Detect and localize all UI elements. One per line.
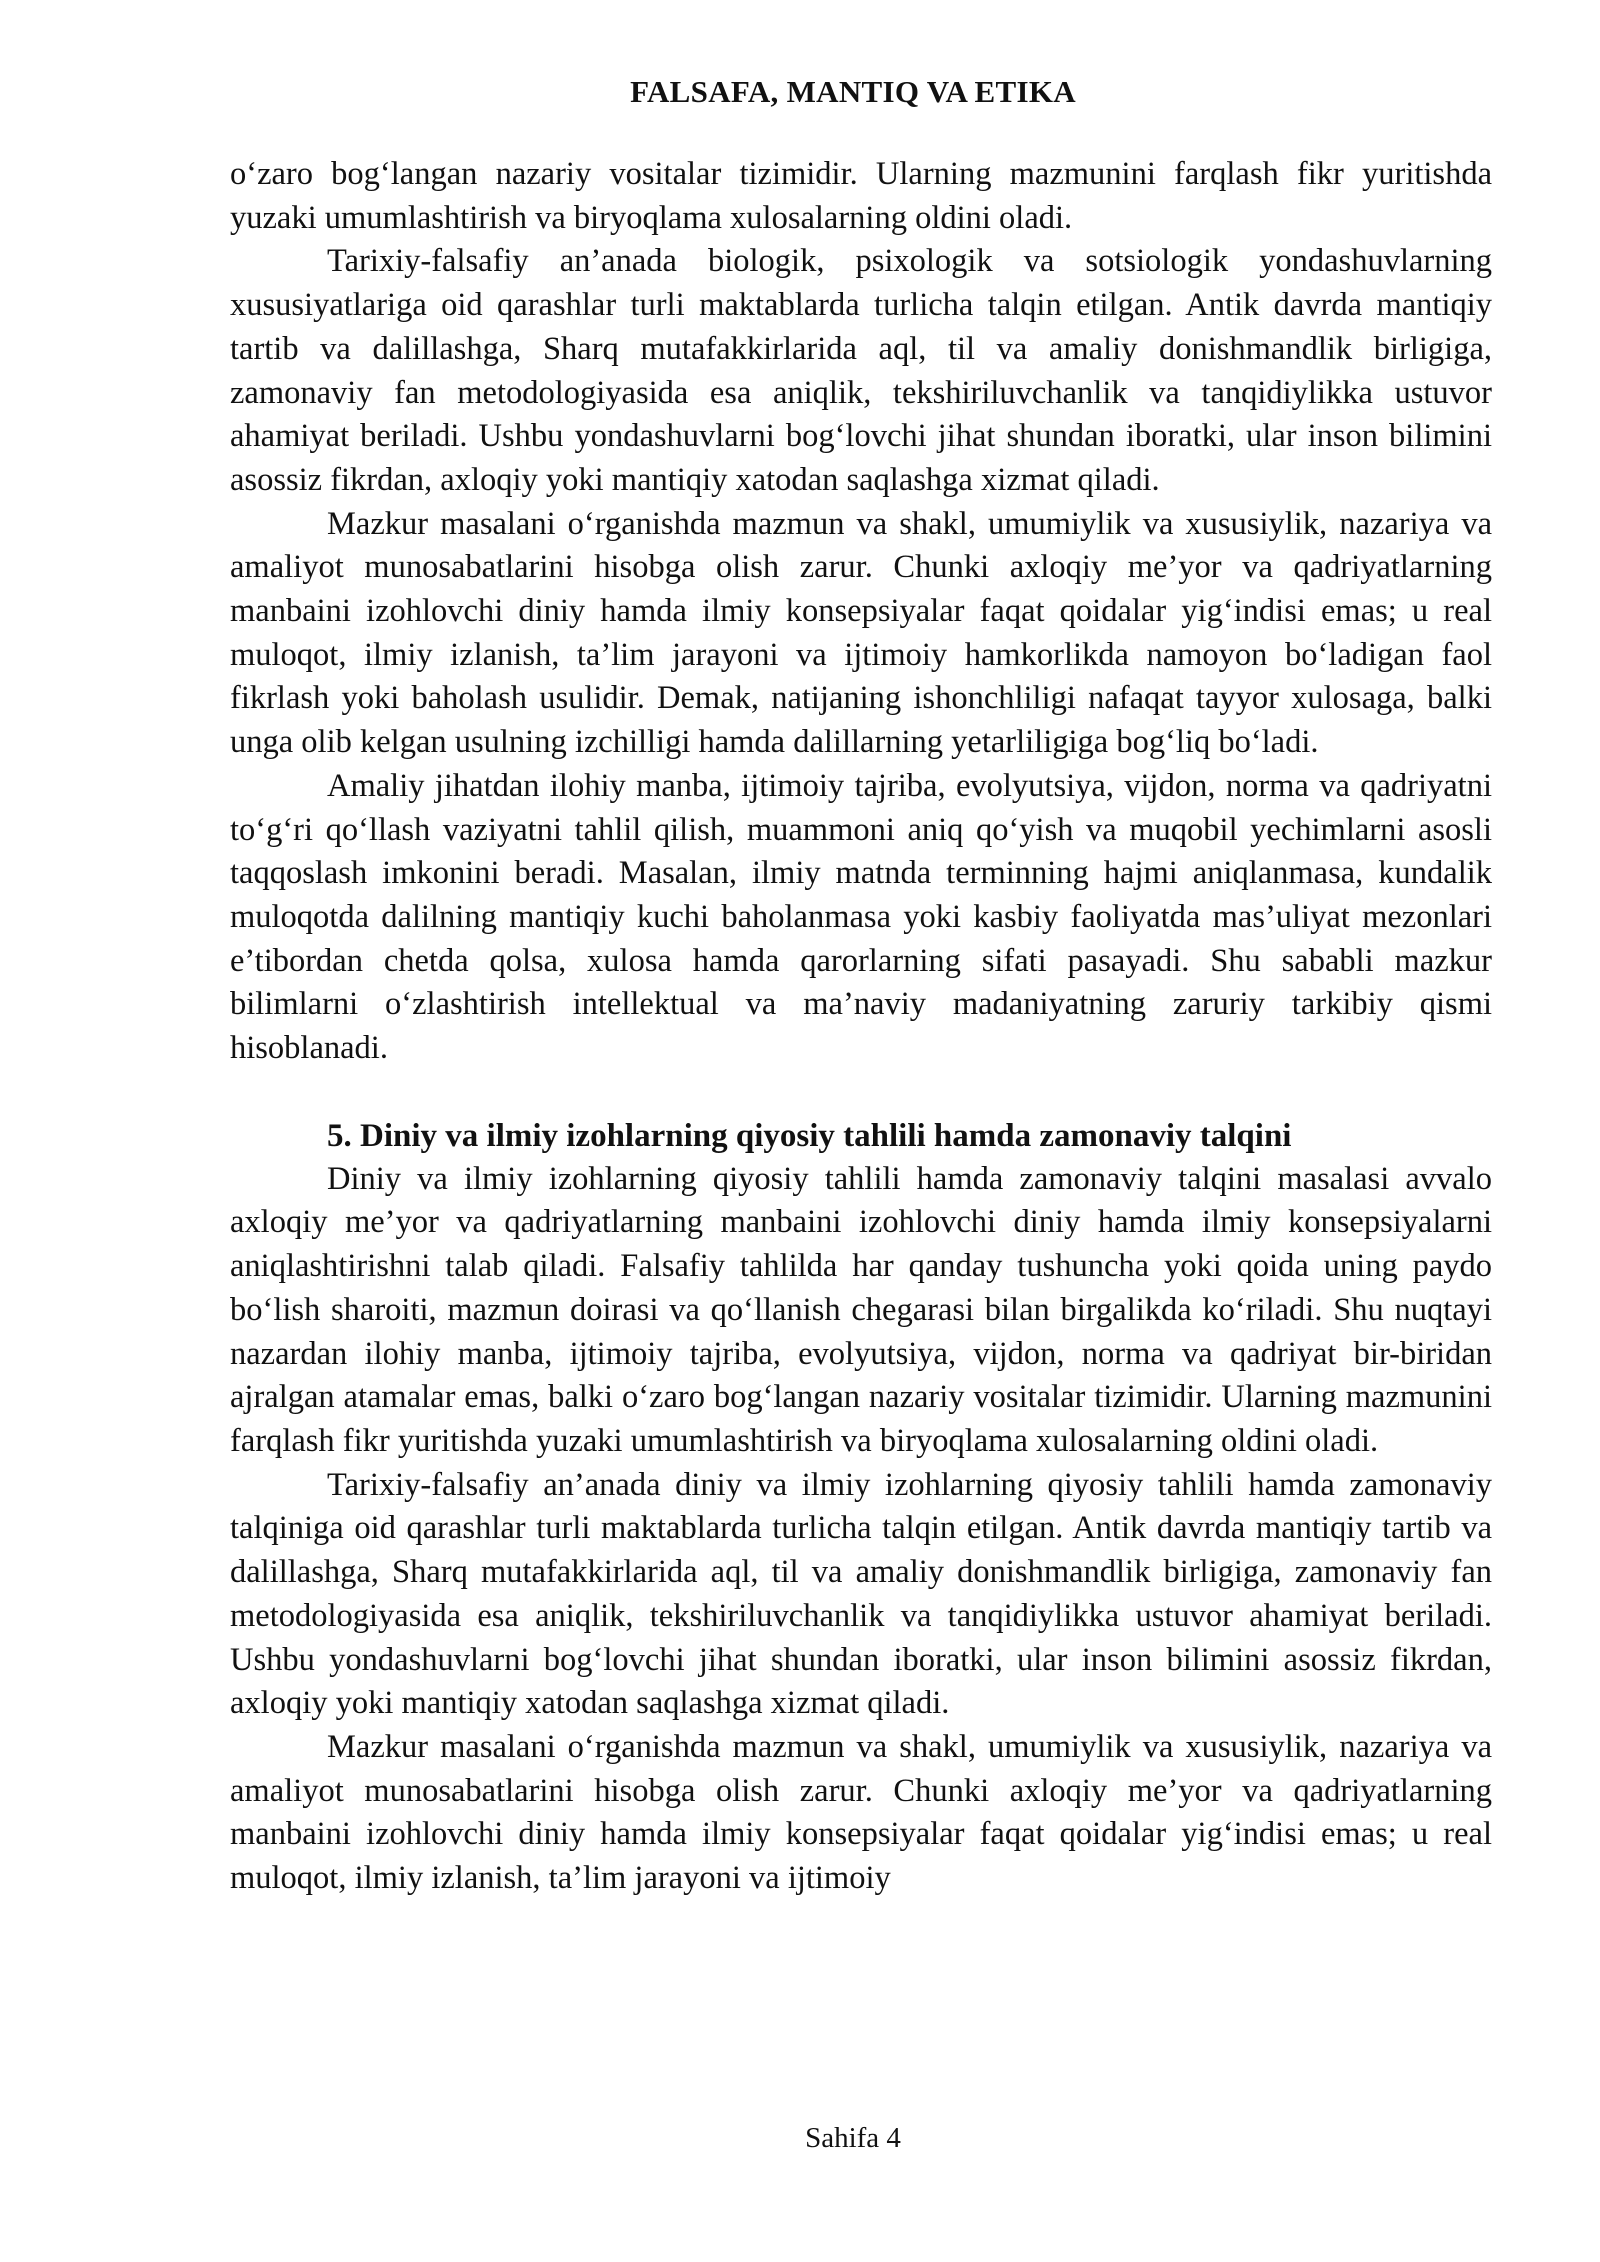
paragraph: Tarixiy-falsafiy an’anada diniy va ilmiy izohlarning qiyosiy tahlili hamda zamonaviy talqiniga oid qarashlar turli maktablarda turlicha talqin etilgan. Antik davrda mantiqiy tartib va dalillashga, Sharq mutafakkirlarida aql, til va amaliy donishmandlik birligiga, zamonaviy fan metodologiyasida esa aniqlik, tekshiriluvchanlik va tanqidiylikka ustuvor ahamiyat beriladi. Ushbu yondashuvlarni bog‘lovchi jihat shundan iboratki, ular inson bilimini asossiz fikrdan, axloqiy yoki mantiqiy xatodan saqlashga xizmat qiladi. [230, 1466, 1492, 1722]
running-header: FALSAFA, MANTIQ VA ETIKA [630, 74, 1076, 109]
section-heading: 5. Diniy va ilmiy izohlarning qiyosiy tahlili hamda zamonaviy talqini [327, 1117, 1292, 1154]
page-body [230, 153, 1492, 1901]
paragraph: Diniy va ilmiy izohlarning qiyosiy tahlili hamda zamonaviy talqini masalasi avvalo axloqiy me’yor va qadriyatlarning manbaini izohlovchi diniy hamda ilmiy konsepsiyalarni aniqlashtirishni talab qiladi. Falsafiy tahlilda har qanday tushuncha yoki qoida uning paydo bo‘lish sharoiti, mazmun doirasi va qo‘llanish chegarasi bilan birgalikda ko‘riladi. Shu nuqtayi nazardan ilohiy manba, ijtimoiy tajriba, evolyutsiya, vijdon, norma va qadriyat bir-biridan ajralgan atamalar emas, balki o‘zaro bog‘langan nazariy vositalar tizimidir. Ularning mazmunini farqlash fikr yuritishda yuzaki umumlashtirish va biryoqlama xulosalarning oldini oladi. [230, 1160, 1492, 1459]
paragraph: Tarixiy-falsafiy an’anada biologik, psixologik va sotsiologik yondashuvlarning xususiyatlariga oid qarashlar turli maktablarda turlicha talqin etilgan. Antik davrda mantiqiy tartib va dalillashga, Sharq mutafakkirlarida aql, til va amaliy donishmandlik birligiga, zamonaviy fan metodologiyasida esa aniqlik, tekshiriluvchanlik va tanqidiylikka ustuvor ahamiyat beriladi. Ushbu yondashuvlarni bog‘lovchi jihat shundan iboratki, ular inson bilimini asossiz fikrdan, axloqiy yoki mantiqiy xatodan saqlashga xizmat qiladi. [230, 243, 1492, 498]
paragraph: o‘zaro bog‘langan nazariy vositalar tizimidir. Ularning mazmunini farqlash fikr yuritishda yuzaki umumlashtirish va biryoqlama xulosalarning oldini oladi. [230, 156, 1492, 236]
paragraph: Amaliy jihatdan ilohiy manba, ijtimoiy tajriba, evolyutsiya, vijdon, norma va qadriyatni to‘g‘ri qo‘llash vaziyatni tahlil qilish, muammoni aniq qo‘yish va muqobil yechimlarni asosli taqqoslash imkonini beradi. Masalan, ilmiy matnda terminning hajmi aniqlanmasa, kundalik muloqotda dalilning mantiqiy kuchi baholanmasa yoki kasbiy faoliyatda mas’uliyat mezonlari e’tibordan chetda qolsa, xulosa hamda qarorlarning sifati pasayadi. Shu sababli mazkur bilimlarni o‘zlashtirish intellektual va ma’naviy madaniyatning zaruriy tarkibiy qismi hisoblanadi. [230, 767, 1492, 1067]
paragraph: Mazkur masalani o‘rganishda mazmun va shakl, umumiylik va xususiylik, nazariya va amaliyot munosabatlarini hisobga olish zarur. Chunki axloqiy me’yor va qadriyatlarning manbaini izohlovchi diniy hamda ilmiy konsepsiyalar faqat qoidalar yig‘indisi emas; u real muloqot, ilmiy izlanish, ta’lim jarayoni va ijtimoiy [230, 1728, 1492, 1897]
paragraph: Mazkur masalani o‘rganishda mazmun va shakl, umumiylik va xususiylik, nazariya va amaliyot munosabatlarini hisobga olish zarur. Chunki axloqiy me’yor va qadriyatlarning manbaini izohlovchi diniy hamda ilmiy konsepsiyalar faqat qoidalar yig‘indisi emas; u real muloqot, ilmiy izlanish, ta’lim jarayoni va ijtimoiy hamkorlikda namoyon bo‘ladigan faol fikrlash yoki baholash usulidir. Demak, natijaning ishonchliligi nafaqat tayyor xulosaga, balki unga olib kelgan usulning izchilligi hamda dalillarning yetarliligiga bog‘liq bo‘ladi. [230, 505, 1492, 761]
page-number: Sahifa 4 [805, 2122, 901, 2154]
